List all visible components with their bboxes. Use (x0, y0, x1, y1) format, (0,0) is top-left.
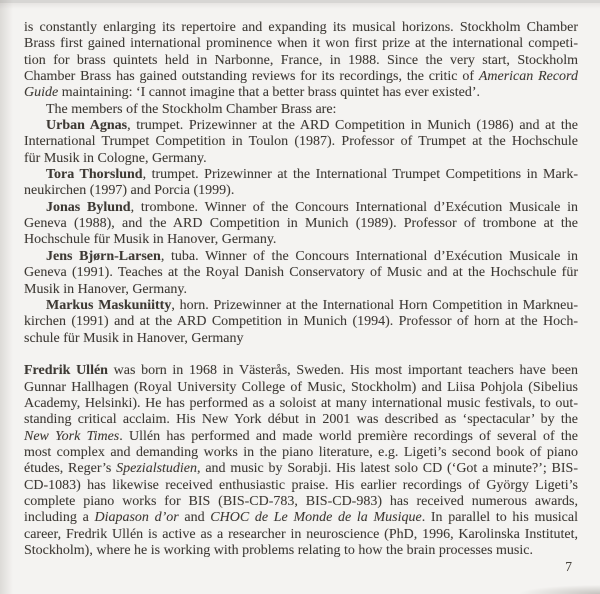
italic-text: CHOC de Le Monde de la Musique (210, 510, 422, 526)
text-line (24, 494, 578, 510)
text-line (24, 429, 578, 445)
text-segment: Chamber Brass has gained outstanding reviews for its recordings, the critic of (24, 69, 479, 85)
text-line (24, 412, 578, 428)
text-line (24, 282, 578, 298)
text-segment: , and music by Sorabji. His latest solo CD (‘Got a minute?’; BIS- (197, 461, 578, 477)
text-line (24, 167, 578, 183)
bold-text: Tora Thorslund (46, 167, 143, 183)
text-line (24, 69, 578, 85)
text-line (24, 216, 578, 232)
text-line (24, 363, 578, 379)
italic-text: Diapason d’or (94, 510, 179, 526)
text-line (24, 380, 578, 396)
bold-text: Jens Bjørn-Larsen (46, 248, 161, 264)
para-tora-thorslund (24, 167, 578, 200)
text-line (24, 478, 578, 494)
page-corner-shadow (520, 585, 600, 594)
text-line (24, 134, 578, 150)
text-segment: most complex and demanding works in the piano literature, e.g. Ligeti’s second book of piano (24, 444, 578, 460)
text-line (24, 232, 578, 248)
text-line (24, 20, 578, 36)
text-line (24, 36, 578, 52)
para-urban-agnas (24, 118, 578, 167)
text-segment: Gunnar Hallhagen (Royal University College of Music, Stockholm) and Liisa Pohjola (Sibelius (24, 379, 578, 395)
text-segment: career, Fredrik Ullén is active as a researcher in neuroscience (PhD, 1996, Karolinska Institutet, (24, 526, 578, 542)
para-jonas-bylund (24, 200, 578, 249)
para-markus-maskuniitty (24, 298, 578, 347)
text-segment: . In parallel to his musical (421, 510, 578, 526)
text-line (24, 183, 578, 199)
text-segment: is constantly enlarging its repertoire and expanding its musical horizons. Stockholm Chamber (24, 20, 578, 35)
text-line (24, 527, 578, 543)
page-left-edge (0, 0, 13, 594)
text-line (24, 118, 578, 134)
text-line (24, 461, 578, 477)
text-segment: schule für Musik in Hanover, Germany (24, 330, 244, 346)
para-stockholm-chamber-brass (24, 20, 578, 102)
text-segment: Academy, Helsinki). He has performed as a soloist at many international music festivals, to out- (24, 395, 578, 411)
text-segment: für Musik in Cologne, Germany. (24, 150, 207, 166)
text-segment: Musik in Hanover, Germany. (24, 281, 187, 297)
text-segment: Geneva (1988), and the ARD Competition in Munich (1989). Professor of trombone at the (24, 216, 578, 232)
italic-text: Guide (24, 85, 59, 101)
text-segment: tion for brass quintets held in Narbonne, France, in 1988. Since the very start, Stockholm (24, 52, 578, 68)
page-text (24, 20, 578, 559)
text-segment: CD-1083) has likewise received enthusiastic praise. His earlier recordings of György Ligeti’s (24, 477, 578, 493)
text-segment: , horn. Prizewinner at the International Horn Competition in Markneu- (171, 297, 578, 313)
text-segment: , tuba. Winner of the Concours International d’Exécution Musicale in (160, 248, 578, 264)
italic-text: New York Times (24, 428, 120, 444)
text-line (24, 53, 578, 69)
text-segment: standing critical acclaim. His New York début in 2001 was described as ‘spectacular’ by the (24, 412, 578, 428)
text-line (24, 331, 578, 347)
text-segment: maintaining: ‘I cannot imagine that a better brass quintet has ever existed’. (58, 85, 481, 101)
text-segment: . Ullén has performed and made world première recordings of several of the (119, 428, 578, 444)
text-line (24, 396, 578, 412)
page-number: 7 (565, 559, 572, 574)
text-line (24, 510, 578, 526)
text-line (24, 200, 578, 216)
text-segment: neukirchen (1997) and Porcia (1999). (24, 183, 235, 199)
text-segment: International Trumpet Competition in Toulon (1987). Professor of Trumpet at the Hochschule (24, 134, 578, 150)
text-line (24, 265, 578, 281)
text-segment: kirchen (1991) and at the ARD Competition in Munich (1994). Professor of horn at the Hoch- (24, 314, 578, 330)
text-segment: Geneva (1991). Teaches at the Royal Danish Conservatory of Music and at the Hochschule für (24, 265, 578, 281)
bold-text: Markus Maskuniitty (46, 297, 172, 313)
text-segment: was born in 1968 in Västerås, Sweden. His most important teachers have been (107, 363, 578, 379)
page-top-edge (0, 0, 600, 3)
text-segment: , trumpet. Prizewinner at the ARD Competition in Munich (1986) and at the (127, 118, 579, 134)
text-segment: including a (24, 510, 95, 526)
bold-text: Urban Agnas (46, 118, 128, 134)
text-line (24, 298, 578, 314)
bold-text: Fredrik Ullén (24, 363, 108, 379)
bold-text: Jonas Bylund (46, 199, 131, 215)
text-segment: Brass first gained international prominence when it won first prize at the international competi- (24, 36, 578, 52)
text-line (24, 445, 578, 461)
text-segment: The members of the Stockholm Chamber Brass are: (46, 101, 337, 117)
para-jens-bjorn-larsen (24, 249, 578, 298)
text-segment: Stockholm), where he is working with problems relating to how the brain processes music. (24, 543, 533, 558)
text-segment: Hochschule für Musik in Hanover, Germany. (24, 232, 277, 248)
text-line (24, 314, 578, 330)
para-fredrik-ullen (24, 363, 578, 559)
text-line (24, 151, 578, 167)
italic-text: Spezialstudien (116, 461, 198, 477)
text-line (24, 543, 578, 559)
text-line (24, 102, 578, 118)
text-segment: complete piano works for BIS (BIS-CD-783, BIS-CD-983) has received numerous awards, (24, 493, 578, 509)
text-segment: études, Reger’s (24, 461, 117, 477)
text-line (24, 249, 578, 265)
para-members-heading (24, 102, 578, 118)
text-line (24, 85, 578, 101)
text-segment: and (178, 510, 211, 526)
text-segment: , trombone. Winner of the Concours International d’Exécution Musicale in (130, 199, 578, 215)
italic-text: American Record (478, 69, 578, 85)
text-segment: , trumpet. Prizewinner at the International Trumpet Competitions in Mark- (142, 167, 578, 183)
